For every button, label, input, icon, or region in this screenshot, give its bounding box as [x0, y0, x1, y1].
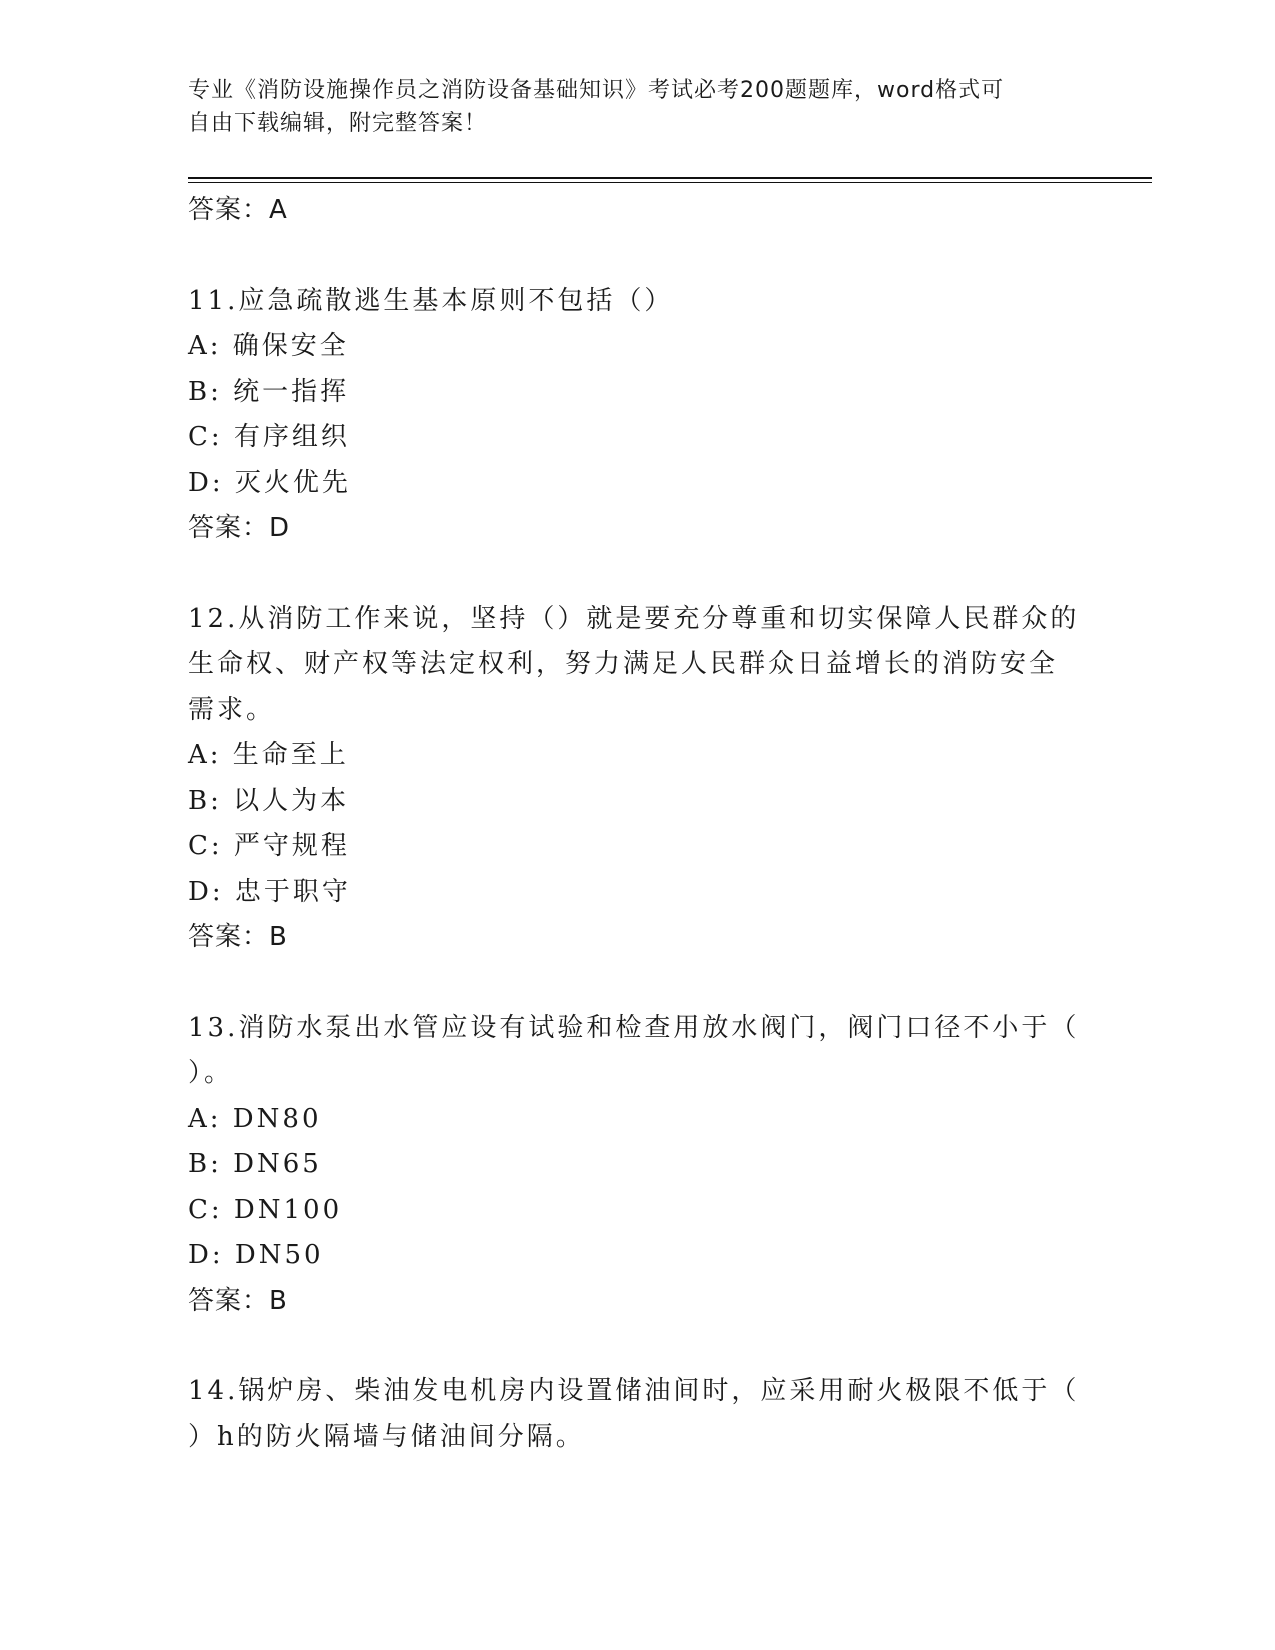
option-a: A: 生命至上 — [188, 740, 349, 770]
header-line-2: 自由下载编辑，附完整答案！ — [188, 111, 488, 136]
question-text: 13.消防水泵出水管应设有试验和检查用放水阀门，阀门口径不小于（ — [188, 1012, 1080, 1043]
option-b: B: DN65 — [188, 1149, 322, 1179]
question-13 — [188, 1006, 1088, 1325]
question-list — [188, 188, 1088, 1460]
question-text: 需求。 — [188, 694, 276, 725]
option-d: D: 灭火优先 — [188, 467, 351, 498]
option-d: D: 忠于职守 — [188, 876, 351, 907]
answer: 答案：D — [188, 513, 291, 543]
question-12 — [188, 597, 1088, 961]
option-c: C: DN100 — [188, 1194, 343, 1225]
header-rule-thin — [188, 182, 1152, 183]
option-a: A: DN80 — [188, 1103, 322, 1134]
question-text: ）h的防火隔墙与储油间分隔。 — [188, 1421, 585, 1452]
answer: 答案：B — [188, 922, 288, 952]
previous-answer: 答案：A — [188, 195, 288, 225]
option-b: B: 统一指挥 — [188, 376, 350, 407]
option-c: C: 严守规程 — [188, 831, 350, 861]
question-text: ）。 — [188, 1058, 234, 1088]
option-a: A: 确保安全 — [188, 331, 349, 361]
option-b: B: 以人为本 — [188, 785, 350, 816]
question-text: 生命权、财产权等法定权利，努力满足人民群众日益增长的消防安全 — [188, 649, 1059, 679]
option-d: D: DN50 — [188, 1240, 324, 1270]
answer: 答案：B — [188, 1285, 288, 1316]
page-header — [188, 74, 1068, 140]
header-rule-thick — [188, 177, 1152, 179]
question-text: 11.应急疏散逃生基本原则不包括（） — [188, 285, 674, 316]
question-11 — [188, 279, 1088, 552]
option-c: C: 有序组织 — [188, 422, 350, 452]
question-14 — [188, 1369, 1088, 1460]
question-text: 14.锅炉房、柴油发电机房内设置储油间时，应采用耐火极限不低于（ — [188, 1376, 1080, 1406]
header-line-1: 专业《消防设施操作员之消防设备基础知识》考试必考200题题库，word格式可 — [188, 78, 1005, 103]
question-text: 12.从消防工作来说，坚持（）就是要充分尊重和切实保障人民群众的 — [188, 603, 1080, 634]
